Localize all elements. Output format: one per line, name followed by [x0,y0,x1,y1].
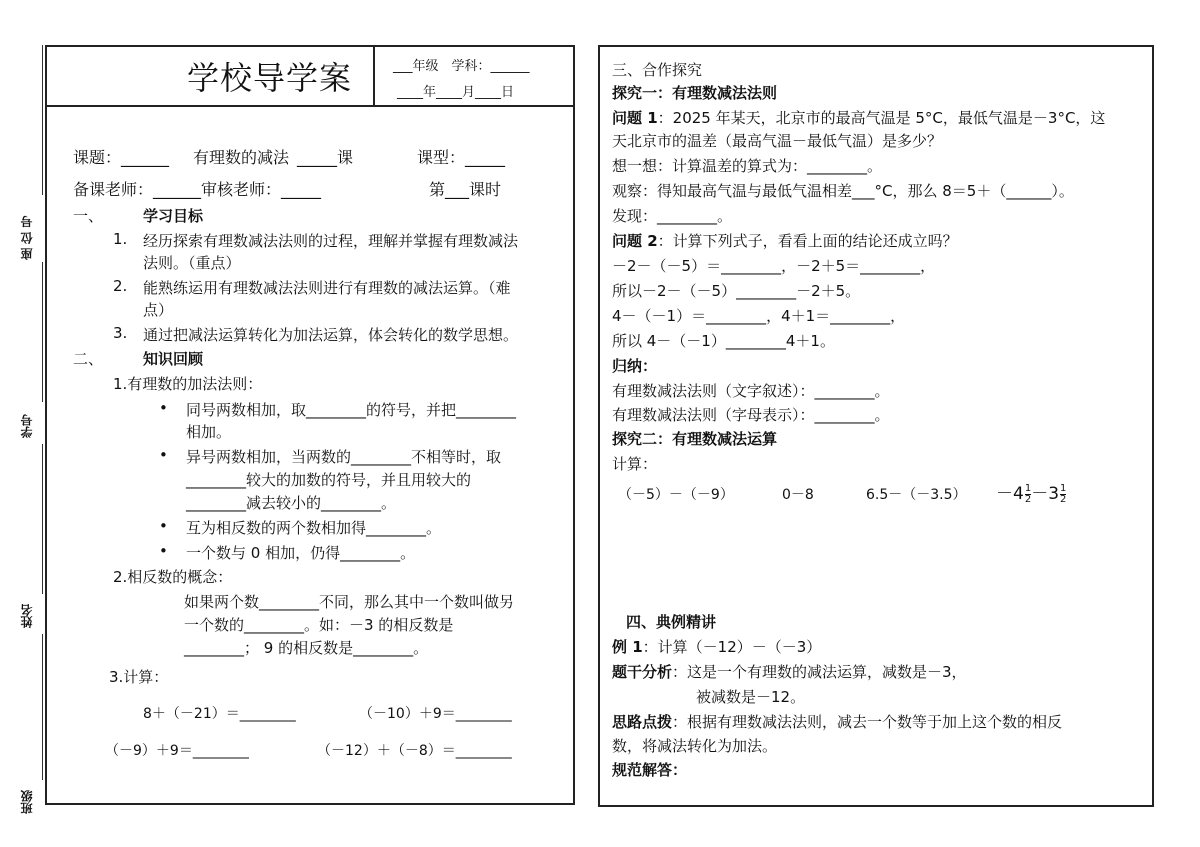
rule-letter-line: 有理数减法法则（字母表示）：________。 [612,406,890,424]
calc-expr-1: 8＋（－21）＝________ [143,706,296,722]
header-row [47,47,573,107]
left-panel [45,45,575,805]
margin-line-1 [42,45,43,195]
explore2-expr-4 [996,479,1066,505]
section2-heading: 知识回顾 [143,350,204,368]
lesson-type: 课型：_____ [417,148,506,167]
fraction-numerator: 1 [1060,482,1067,494]
fraction [1060,484,1066,505]
think-line: 想一想：计算温差的算式为：________。 [612,157,883,175]
observe-line: 观察：得知最高气温与最低气温相差___°C，那么 8＝5＋（______）。 [612,182,1074,200]
q2-line4: 所以 4－（－1）________4＋1。 [612,332,835,350]
margin-name-label: 姓名 [20,604,34,628]
prep-teacher: 备课老师：______审核老师：_____ [73,180,322,199]
analysis-line2: 被减数是－12。 [696,688,806,706]
opposite-line3: ________； 9 的相反数是________。 [184,639,429,657]
explore2-title: 探究二：有理数减法运算 [612,430,778,448]
question1-text: ：2025 年某天，北京市的最高气温是 5°C，最低气温是－3°C，这 [657,109,1106,127]
margin-line-2 [42,262,43,402]
explore2-expr-2: 0－8 [782,487,814,503]
section1-num: 一、 [73,207,104,225]
calc-expr-2: （－10）＋9＝________ [359,706,512,722]
question1-label: 问题 1 [612,109,658,127]
expr4-minus: －4 [996,484,1024,504]
analysis-line1 [612,661,967,682]
section1-heading: 学习目标 [143,207,204,225]
answer-label: 规范解答： [612,761,688,779]
bullet-icon: • [159,399,168,417]
question1-line2: 天北京市的温差（最高气温－最低气温）是多少？ [612,132,943,150]
fraction-numerator: 1 [1024,482,1032,494]
bullet2-line1: 异号两数相加，当两数的________不相等时，取 [186,448,502,466]
hint-line2: 数，将减法转化为加法。 [612,737,778,755]
discover-line: 发现：________。 [612,207,733,225]
q2-line2: 所以－2－（－5）________－2＋5。 [612,282,861,300]
section3-heading: 三、合作探究 [612,61,703,79]
question1-line1 [612,107,1105,128]
bullet2-line3: ________减去较小的________。 [186,494,397,512]
explore1-title: 探究一：有理数减法法则 [612,84,778,102]
section2-num: 二、 [73,350,104,368]
hint-text: ：根据有理数减法法则，减去一个数等于加上这个数的相反 [672,713,1063,731]
analysis-label: 题干分析 [612,663,673,681]
analysis-text: ：这是一个有理数的减法运算，减数是－3， [672,663,967,681]
calc-expr-3: （－9）＋9＝________ [105,743,249,759]
example1-line [612,636,821,657]
bullet1-line1: 同号两数相加，取________的符号，并把________ [186,401,517,419]
section4-heading: 四、典例精讲 [626,613,717,631]
fraction-denominator: 2 [1060,493,1067,505]
right-panel [598,45,1154,807]
question2-line [612,230,958,251]
grade-subject-line: ___年级 学科：______ [393,59,530,74]
opposite-number-title: 2.相反数的概念： [113,568,233,586]
margin-line-4 [42,634,43,780]
fraction-denominator: 2 [1024,493,1032,505]
goal3-line1: 通过把减法运算转化为加法运算，体会转化的数学思想。 [143,326,519,344]
explore2-expr-1: （－5）－（－9） [618,487,734,503]
margin-line-3 [42,444,43,594]
goal1-line1: 经历探索有理数减法法则的过程，理解并掌握有理数减法 [143,232,519,250]
expr4-mid: －3 [1031,484,1060,504]
goal3-num: 3. [113,324,128,342]
q2-line3: 4－（－1）＝________，4＋1＝________， [612,307,906,325]
question2-text: ：计算下列式子，看看上面的结论还成立吗？ [657,232,958,250]
q2-line1: －2－（－5）＝________，－2＋5＝________， [612,257,936,275]
bullet-icon: • [159,517,168,535]
example1-text: ：计算（－12）－（－3） [642,638,822,656]
goal1-num: 1. [113,230,128,248]
bullet1-line2: 相加。 [186,423,232,441]
goal2-num: 2. [113,277,128,295]
example1-label: 例 1 [612,638,643,656]
bullet-icon: • [159,542,168,560]
topic-name: 有理数的减法 [193,148,290,167]
hint-line1 [612,711,1062,732]
topic-suffix: _____课 [297,148,354,167]
goal2-line1: 能熟练运用有理数减法法则进行有理数的减法运算。（难 [143,279,511,297]
addition-rule-title: 1.有理数的加法法则： [113,375,263,393]
opposite-line2: 一个数的________。如：－3 的相反数是 [184,616,454,634]
bullet-icon: • [159,446,168,464]
page-title: 学校导学案 [187,59,353,97]
bullet3-line1: 互为相反数的两个数相加得________。 [186,519,442,537]
opposite-line1: 如果两个数________不同，那么其中一个数叫做另 [184,593,515,611]
calc-title: 3.计算： [109,668,169,686]
margin-seat-label: 座 位 号 [20,215,34,260]
margin-class-label: 班级 [20,790,34,814]
summary-title: 归纳： [612,357,658,375]
bullet4-line1: 一个数与 0 相加，仍得________。 [186,544,416,562]
date-line: ____年____月____日 [397,85,515,100]
period: 第___课时 [429,180,502,199]
topic-prefix: 课题：______ [73,148,170,167]
calc-expr-4: （－12）＋（－8）＝________ [317,743,512,759]
rule-text-line: 有理数减法法则（文字叙述）：________。 [612,382,890,400]
margin-student-no-label: 学号 [20,414,34,438]
goal2-line2: 点） [143,301,174,319]
hint-label: 思路点拨 [612,713,673,731]
bullet2-line2: ________较大的加数的符号，并且用较大的 [186,471,472,489]
header-divider [373,47,375,105]
explore2-calc-title: 计算： [612,455,658,473]
goal1-line2: 法则。（重点） [143,254,241,272]
question2-label: 问题 2 [612,232,658,250]
explore2-expr-3: 6.5－（－3.5） [866,487,967,503]
